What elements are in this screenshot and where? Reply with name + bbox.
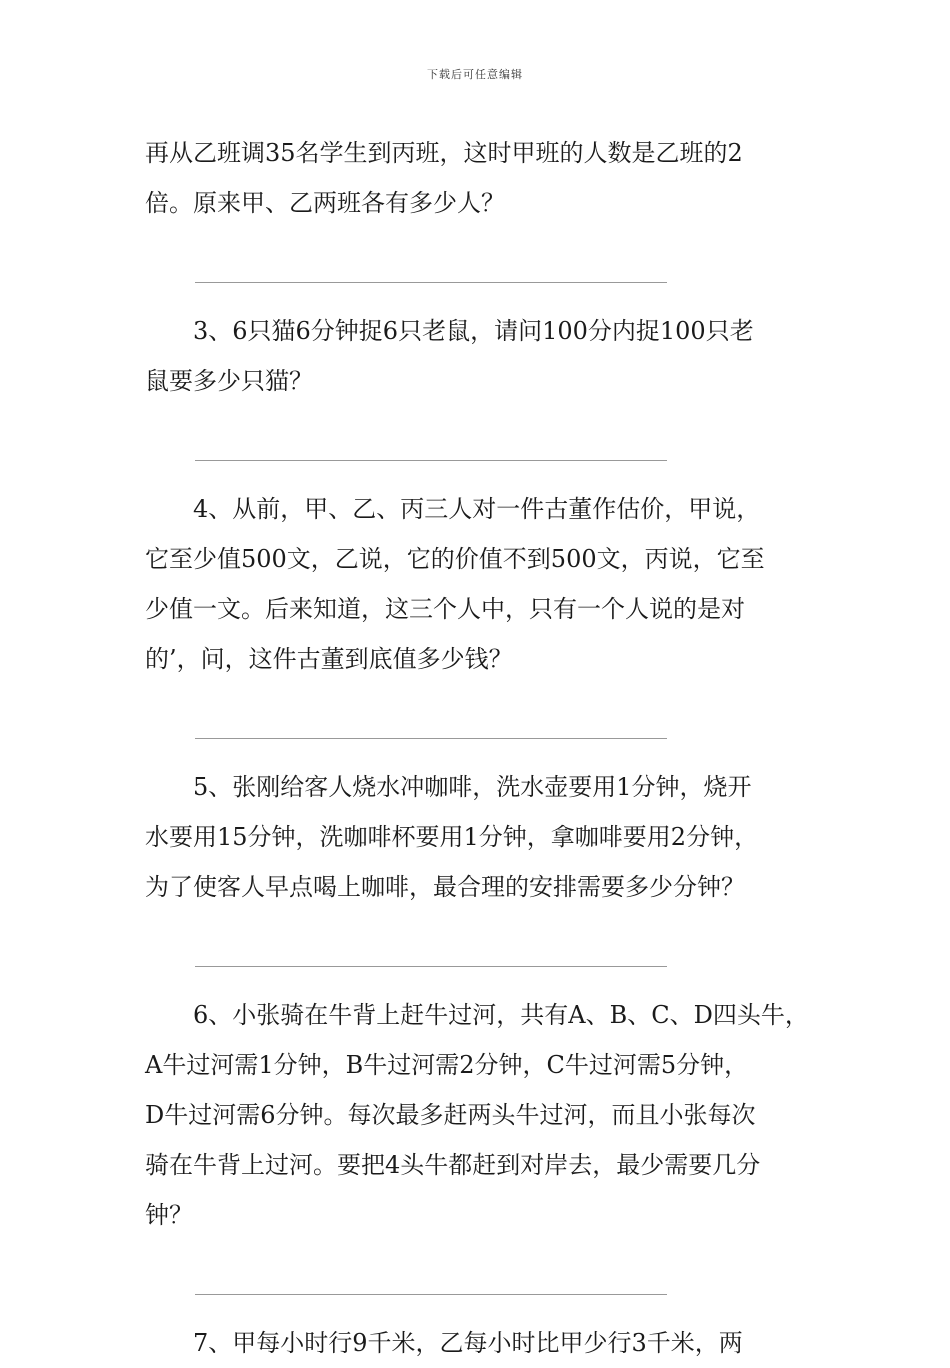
page-header: 下载后可任意编辑 [427,68,523,81]
text-line: 骑在牛背上过河。要把4头牛都赶到对岸去，最少需要几分 [145,1151,761,1179]
problem-5 [145,762,810,912]
text-line: 再从乙班调35名学生到丙班，这时甲班的人数是乙班的2 [145,139,743,167]
text-line: 5、张刚给客人烧水冲咖啡，洗水壶要用1分钟，烧开 [193,773,752,801]
problem-4 [145,484,810,684]
text-line: 它至少值500文，乙说，它的价值不到500文，丙说，它至 [145,545,765,573]
text-line: 倍。原来甲、乙两班各有多少人？ [145,189,505,217]
problem-2-continuation [145,128,810,228]
document-body [145,128,810,1368]
text-line: 为了使客人早点喝上咖啡，最合理的安排需要多少分钟？ [145,873,745,901]
problem-3 [145,306,810,406]
text-line: 水要用15分钟，洗咖啡杯要用1分钟，拿咖啡要用2分钟， [145,823,759,851]
problem-7 [145,1318,810,1368]
text-line: 的’，问，这件古董到底值多少钱？ [145,645,513,673]
text-line: 6、小张骑在牛背上赶牛过河，共有A、B、C、D四头牛， [193,1001,809,1029]
text-line: 鼠要多少只猫？ [145,367,313,395]
text-line: 钟？ [145,1201,193,1229]
text-line: A牛过河需1分钟，B牛过河需2分钟，C牛过河需5分钟， [145,1051,749,1079]
text-line: 3、6只猫6分钟捉6只老鼠，请问100分内捉100只老 [193,317,754,345]
text-line: D牛过河需6分钟。每次最多赶两头牛过河，而且小张每次 [145,1101,756,1129]
text-line: 4、从前，甲、乙、丙三人对一件古董作估价，甲说， [193,495,761,523]
text-line: 少值一文。后来知道，这三个人中，只有一个人说的是对 [145,595,745,623]
text-line: 7、甲每小时行9千米，乙每小时比甲少行3千米，两 [193,1329,743,1357]
problem-6 [145,990,810,1240]
